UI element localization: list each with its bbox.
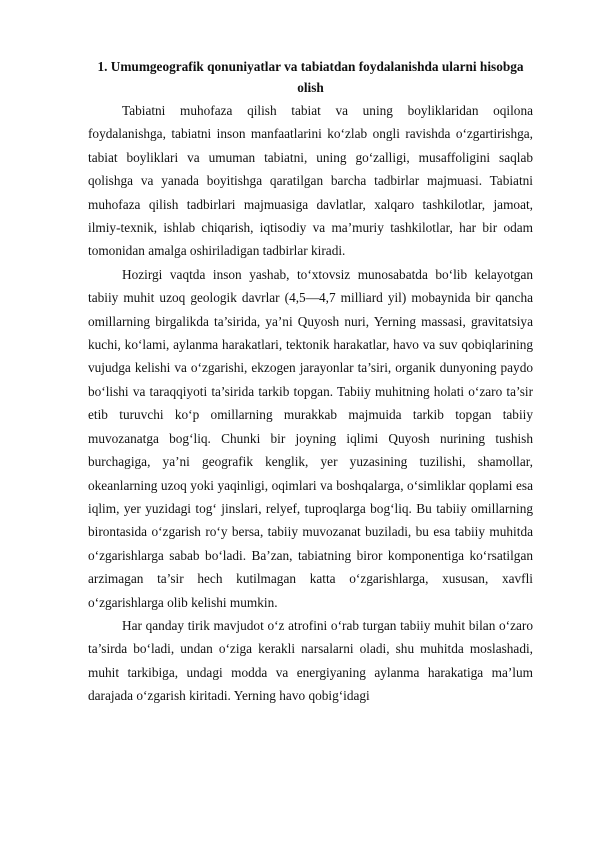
section-title: 1. Umumgeografik qonuniyatlar va tabiatdan foydalanishda ularni hisobga olish [97,59,524,95]
paragraph-2: Hozirgi vaqtda inson yashab, to‘xtovsiz munosabatda bo‘lib kelayotgan tabiiy muhit uzoq geologik davrlar (4,5—4,7 milliard yil) mobaynida bir qancha omillarning birgalikda ta’sirida, ya’ni Quyosh nuri, Yerning massasi, gravitatsiya kuchi, ko‘lami, aylanma harakatlari, tektonik harakatlar, havo va suv qobiqlarining vujudga kelishi va o‘zgarishi, ekzogen jarayonlar ta’siri, organik dunyoning paydo bo‘lishi va taraqqiyoti ta’sirida tarkib topgan. Tabiiy muhitning holati o‘zaro ta’sir etib turuvchi ko‘p omillarning murakkab majmuida tarkib topgan tabiiy muvozanatga bog‘liq. Chunki bir joyning iqlimi Quyosh nurining tushish burchagiga, ya’ni geografik kenglik, yer yuzasining tuzilishi, shamollar, okeanlarning uzoq yoki yaqinligi, oqimlari va boshqalarga, o‘simliklar qoplami esa iqlim, yer yuzidagi tog‘ jinslari, relyef, tuproqlarga bog‘liq. Bu tabiiy omillarning birontasida o‘zgarish ro‘y bersa, tabiiy muvozanat buziladi, bu esa tabiiy muhitda o‘zgarishlarga sabab bo‘ladi. Ba’zan, tabiatning biror komponentiga ko‘rsatilgan arzimagan ta’sir hech kutilmagan katta o‘zgarishlarga, xususan, xavfli o‘zgarishlarga olib kelishi mumkin. [88,266,533,610]
paragraph-3: Har qanday tirik mavjudot o‘z atrofini o‘rab turgan tabiiy muhit bilan o‘zaro ta’sirda bo‘ladi, undan o‘ziga kerakli narsalarni oladi, shu muhitda moslashadi, muhit tarkibiga, undagi modda va energiyaning aylanma harakatiga ma’lum darajada o‘zgarish kiritadi. Yerning havo qobig‘idagi [88,617,533,704]
paragraph-1: Tabiatni muhofaza qilish tabiat va uning boyliklaridan oqilona foydalanishga, tabiatni inson manfaatlarini ko‘zlab ongli ravishda o‘zgartirishga, tabiat boyliklari va umuman tabiatni, uning go‘zalligi, musaffoligini saqlab qolishga va yanada boyitishga qaratilgan barcha tadbirlar majmuasi. Tabiatni muhofaza qilish tadbirlari majmuasiga davlatlar, xalqaro tashkilotlar, jamoat, ilmiy-texnik, ishlab chiqarish, iqtisodiy va ma’muriy tashkilotlar, har bir odam tomonidan amalga oshiriladigan tadbirlar kiradi. [88,103,533,259]
